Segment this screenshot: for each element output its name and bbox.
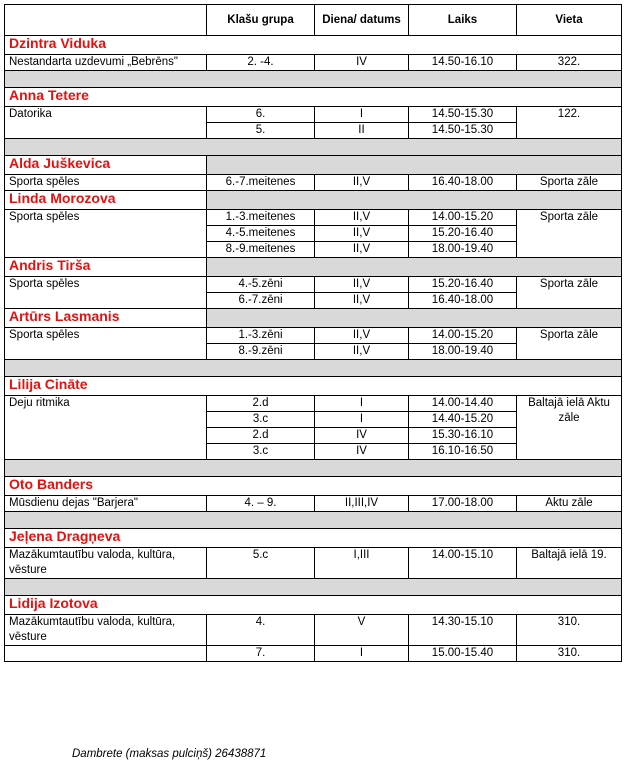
- class-group-cell: 1.-3.meitenes: [207, 210, 315, 226]
- day-cell: I: [315, 646, 409, 662]
- activity-cell: Nestandarta uzdevumi „Bebrēns": [5, 55, 207, 71]
- place-cell: Baltajā ielā Aktu zāle: [517, 396, 622, 460]
- time-cell: 14.50-16.10: [409, 55, 517, 71]
- shaded-cell: [207, 156, 622, 175]
- schedule-row: [5, 210, 622, 226]
- teacher-row: [5, 258, 622, 277]
- header-time: Laiks: [409, 5, 517, 36]
- teacher-row: [5, 36, 622, 55]
- time-cell: 15.20-16.40: [409, 277, 517, 293]
- day-cell: II,V: [315, 293, 409, 309]
- activity-cell: Datorika: [5, 107, 207, 139]
- teacher-row: [5, 88, 622, 107]
- time-cell: 16.40-18.00: [409, 175, 517, 191]
- schedule-row: [5, 107, 622, 123]
- class-group-cell: 6.-7.meitenes: [207, 175, 315, 191]
- activity-cell: Mūsdienu dejas "Barjera": [5, 496, 207, 512]
- separator-cell: [5, 360, 622, 377]
- class-group-cell: 4.-5.meitenes: [207, 226, 315, 242]
- separator-row: [5, 360, 622, 377]
- schedule-row: [5, 175, 622, 191]
- separator-cell: [5, 139, 622, 156]
- shaded-cell: [207, 258, 622, 277]
- schedule-row: [5, 646, 622, 662]
- time-cell: 14.30-15.10: [409, 615, 517, 646]
- day-cell: II,V: [315, 210, 409, 226]
- header-col1: [5, 5, 207, 36]
- time-cell: 14.00-15.20: [409, 210, 517, 226]
- class-group-cell: 2.d: [207, 428, 315, 444]
- schedule-row: [5, 277, 622, 293]
- header-row: [5, 5, 622, 36]
- shaded-cell: [207, 309, 622, 328]
- class-group-cell: 4.-5.zēni: [207, 277, 315, 293]
- teacher-name: Oto Banders: [5, 477, 622, 496]
- place-cell: 122.: [517, 107, 622, 139]
- time-cell: 16.10-16.50: [409, 444, 517, 460]
- separator-cell: [5, 460, 622, 477]
- schedule-row: [5, 328, 622, 344]
- separator-row: [5, 460, 622, 477]
- class-group-cell: 2.d: [207, 396, 315, 412]
- teacher-name: Alda Juškevica: [5, 156, 207, 175]
- day-cell: IV: [315, 428, 409, 444]
- shaded-cell: [207, 191, 622, 210]
- separator-cell: [5, 579, 622, 596]
- time-cell: 15.00-15.40: [409, 646, 517, 662]
- teacher-row: [5, 529, 622, 548]
- class-group-cell: 1.-3.zēni: [207, 328, 315, 344]
- class-group-cell: 7.: [207, 646, 315, 662]
- separator-row: [5, 139, 622, 156]
- schedule-row: [5, 496, 622, 512]
- teacher-name: Dzintra Viduka: [5, 36, 622, 55]
- activity-cell: Deju ritmika: [5, 396, 207, 460]
- time-cell: 15.30-16.10: [409, 428, 517, 444]
- time-cell: 15.20-16.40: [409, 226, 517, 242]
- teacher-name: Anna Tetere: [5, 88, 622, 107]
- time-cell: 18.00-19.40: [409, 344, 517, 360]
- separator-row: [5, 71, 622, 88]
- day-cell: I,III: [315, 548, 409, 579]
- place-cell: Baltajā ielā 19.: [517, 548, 622, 579]
- teacher-row: [5, 477, 622, 496]
- schedule-row: [5, 55, 622, 71]
- class-group-cell: 4. – 9.: [207, 496, 315, 512]
- time-cell: 14.40-15.20: [409, 412, 517, 428]
- time-cell: 14.00-15.20: [409, 328, 517, 344]
- activity-cell: Sporta spēles: [5, 328, 207, 360]
- day-cell: II: [315, 123, 409, 139]
- header-class-group: Klašu grupa: [207, 5, 315, 36]
- class-group-cell: 3.c: [207, 412, 315, 428]
- time-cell: 14.00-14.40: [409, 396, 517, 412]
- activity-cell: Sporta spēles: [5, 277, 207, 309]
- class-group-cell: 2. -4.: [207, 55, 315, 71]
- day-cell: II,V: [315, 328, 409, 344]
- class-group-cell: 4.: [207, 615, 315, 646]
- activity-cell: Mazākumtautību valoda, kultūra, vēsture: [5, 615, 207, 646]
- class-group-cell: 8.-9.zēni: [207, 344, 315, 360]
- activity-cell: [5, 646, 207, 662]
- teacher-row: [5, 156, 622, 175]
- place-cell: Sporta zāle: [517, 277, 622, 309]
- schedule-row: [5, 396, 622, 412]
- activity-cell: Mazākumtautību valoda, kultūra, vēsture: [5, 548, 207, 579]
- class-group-cell: 8.-9.meitenes: [207, 242, 315, 258]
- place-cell: Sporta zāle: [517, 175, 622, 191]
- teacher-name: Lilija Cināte: [5, 377, 622, 396]
- day-cell: II,V: [315, 242, 409, 258]
- place-cell: Aktu zāle: [517, 496, 622, 512]
- time-cell: 16.40-18.00: [409, 293, 517, 309]
- day-cell: II,V: [315, 277, 409, 293]
- header-place: Vieta: [517, 5, 622, 36]
- teacher-name: Artūrs Lasmanis: [5, 309, 207, 328]
- teacher-row: [5, 596, 622, 615]
- day-cell: II,III,IV: [315, 496, 409, 512]
- time-cell: 14.50-15.30: [409, 123, 517, 139]
- place-cell: Sporta zāle: [517, 210, 622, 258]
- teacher-name: Andris Tirša: [5, 258, 207, 277]
- place-cell: Sporta zāle: [517, 328, 622, 360]
- teacher-name: Lidija Izotova: [5, 596, 622, 615]
- time-cell: 14.50-15.30: [409, 107, 517, 123]
- day-cell: II,V: [315, 344, 409, 360]
- place-cell: 310.: [517, 615, 622, 646]
- header-day: Diena/ datums: [315, 5, 409, 36]
- place-cell: 310.: [517, 646, 622, 662]
- time-cell: 18.00-19.40: [409, 242, 517, 258]
- day-cell: I: [315, 412, 409, 428]
- teacher-name: Jeļena Dragņeva: [5, 529, 622, 548]
- schedule-row: [5, 548, 622, 579]
- teacher-row: [5, 309, 622, 328]
- activity-cell: Sporta spēles: [5, 210, 207, 258]
- schedule-row: [5, 615, 622, 646]
- day-cell: I: [315, 396, 409, 412]
- class-group-cell: 6.: [207, 107, 315, 123]
- separator-cell: [5, 512, 622, 529]
- footer-note: Dambrete (maksas pulciņš) 26438871: [72, 748, 267, 760]
- day-cell: II,V: [315, 226, 409, 242]
- time-cell: 17.00-18.00: [409, 496, 517, 512]
- class-group-cell: 3.c: [207, 444, 315, 460]
- teacher-row: [5, 377, 622, 396]
- schedule-table: [4, 4, 622, 662]
- class-group-cell: 5.: [207, 123, 315, 139]
- teacher-row: [5, 191, 622, 210]
- teacher-name: Linda Morozova: [5, 191, 207, 210]
- day-cell: IV: [315, 444, 409, 460]
- separator-row: [5, 579, 622, 596]
- place-cell: 322.: [517, 55, 622, 71]
- class-group-cell: 6.-7.zēni: [207, 293, 315, 309]
- separator-cell: [5, 71, 622, 88]
- class-group-cell: 5.c: [207, 548, 315, 579]
- day-cell: IV: [315, 55, 409, 71]
- separator-row: [5, 512, 622, 529]
- activity-cell: Sporta spēles: [5, 175, 207, 191]
- day-cell: V: [315, 615, 409, 646]
- day-cell: II,V: [315, 175, 409, 191]
- day-cell: I: [315, 107, 409, 123]
- time-cell: 14.00-15.10: [409, 548, 517, 579]
